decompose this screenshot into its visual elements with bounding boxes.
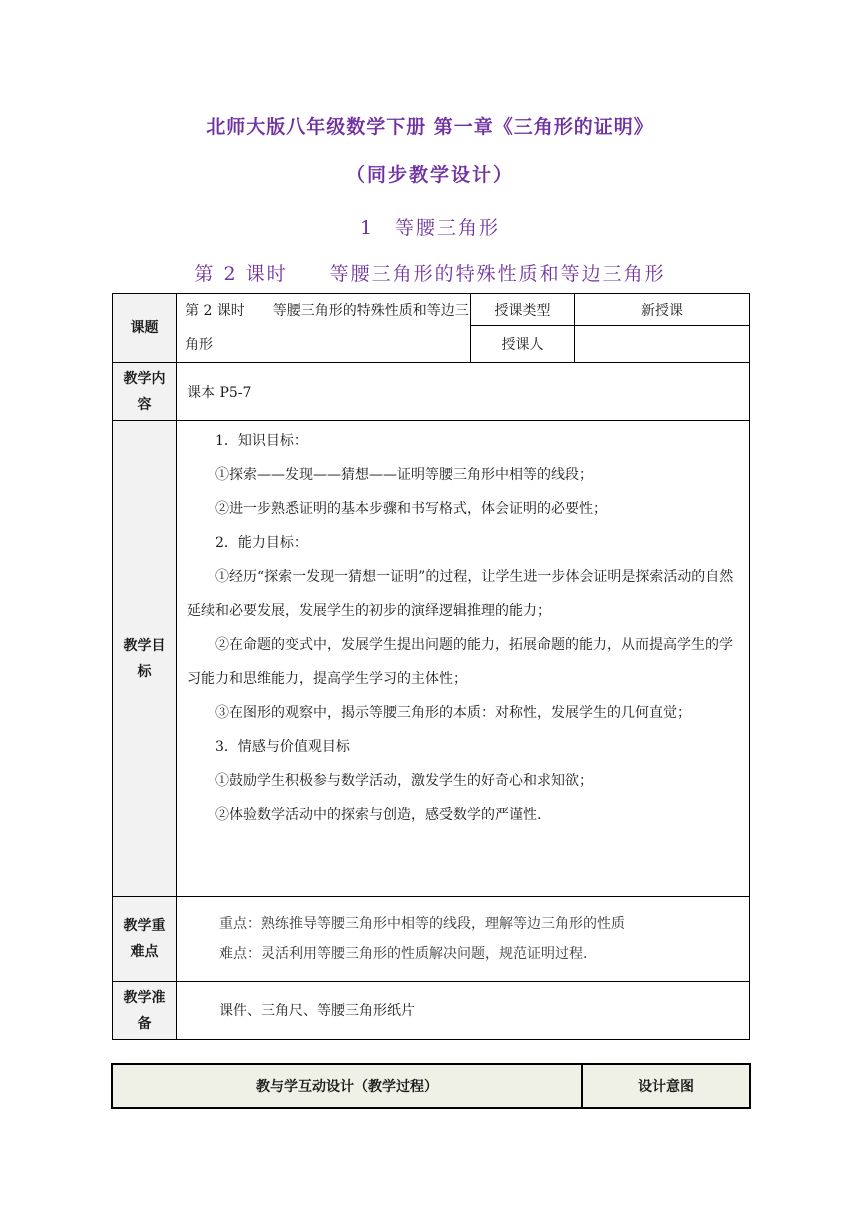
goal-line: ②在命题的变式中，发展学生提出问题的能力，拓展命题的能力，从而提高学生的学习能力和思维能力，提高学生学习的主体性； bbox=[187, 637, 733, 687]
content-value: 课本 P5-7 bbox=[177, 363, 750, 421]
lesson-type-label: 授课类型 bbox=[471, 294, 575, 326]
goal-line: ①探索——发现——猜想——证明等腰三角形中相等的线段； bbox=[215, 467, 593, 483]
key-point: 重点：熟练推导等腰三角形中相等的线段，理解等边三角形的性质 bbox=[219, 916, 625, 932]
goal-line: 2．能力目标： bbox=[215, 535, 308, 551]
lesson-title bbox=[0, 259, 860, 286]
intent-column-header: 设计意图 bbox=[582, 1064, 750, 1108]
teacher-value bbox=[575, 326, 750, 363]
goal-line: 3．情感与价值观目标 bbox=[215, 739, 350, 755]
goal-line: ③在图形的观察中，揭示等腰三角形的本质：对称性，发展学生的几何直觉； bbox=[215, 705, 691, 721]
keypoints-content bbox=[177, 897, 750, 982]
process-column-header: 教与学互动设计（教学过程） bbox=[112, 1064, 582, 1108]
topic-value: 第 2 课时 等腰三角形的特殊性质和等边三角形 bbox=[177, 294, 471, 363]
doc-subtitle: （同步教学设计） bbox=[345, 164, 514, 186]
section-title: 1 等腰三角形 bbox=[359, 217, 501, 239]
topic-label: 课题 bbox=[113, 294, 177, 363]
lesson-number: 第 2 课时 bbox=[194, 263, 288, 285]
goal-line: ①鼓励学生积极参与数学活动，激发学生的好奇心和求知欲； bbox=[215, 773, 593, 789]
process-header-table bbox=[111, 1063, 751, 1109]
lesson-plan-table bbox=[112, 293, 750, 1040]
difficult-point: 难点：灵活利用等腰三角形的性质解决问题，规范证明过程. bbox=[219, 946, 588, 962]
goal-line: ②体验数学活动中的探索与创造，感受数学的严谨性. bbox=[215, 807, 542, 823]
content-label: 教学内容 bbox=[113, 363, 177, 421]
goals-label: 教学目标 bbox=[113, 421, 177, 897]
goals-content bbox=[177, 421, 750, 897]
goal-line: 1．知识目标： bbox=[215, 433, 308, 449]
teacher-label: 授课人 bbox=[471, 326, 575, 363]
keypoints-label: 教学重难点 bbox=[113, 897, 177, 982]
goal-line: ②进一步熟悉证明的基本步骤和书写格式，体会证明的必要性； bbox=[215, 501, 607, 517]
doc-title: 北师大版八年级数学下册 第一章《三角形的证明》 bbox=[206, 116, 654, 138]
lesson-name: 等腰三角形的特殊性质和等边三角形 bbox=[329, 263, 666, 285]
lesson-type-value: 新授课 bbox=[575, 294, 750, 326]
goal-line: ①经历“探索一发现一猜想一证明”的过程，让学生进一步体会证明是探索活动的自然延续和必要发展，发展学生的初步的演绎逻辑推理的能力； bbox=[187, 569, 734, 619]
prep-label: 教学准备 bbox=[113, 982, 177, 1040]
prep-value: 课件、三角尺、等腰三角形纸片 bbox=[177, 982, 750, 1040]
